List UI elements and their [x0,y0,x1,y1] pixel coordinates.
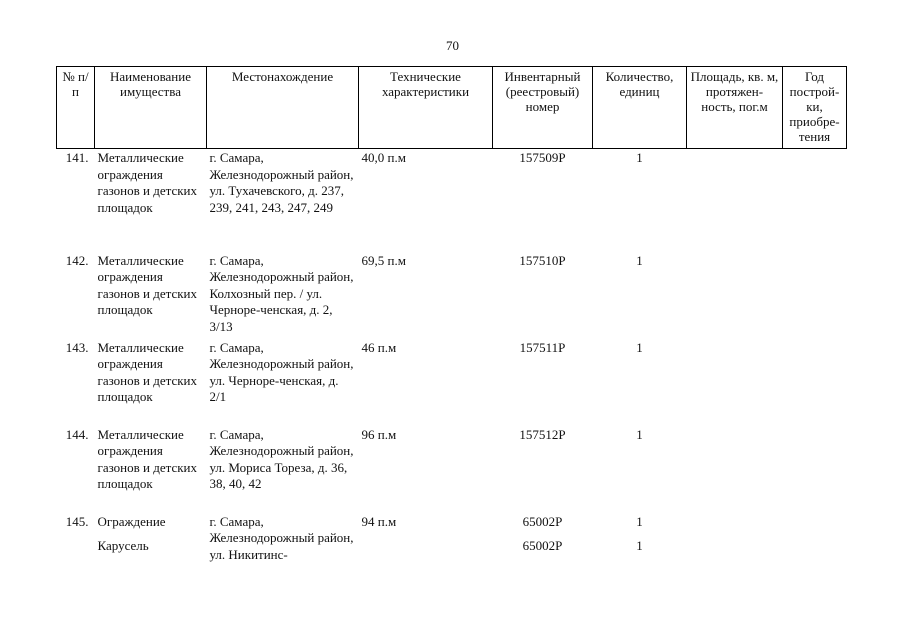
row-inventory [493,514,593,574]
row-number: 142. [65,252,89,268]
row-quantity [593,514,687,574]
row-inventory-secondary: 65002Р [522,538,563,553]
row-inventory: 157511Р [519,339,566,355]
header-location: Местонахождение [207,67,359,149]
property-table [56,66,847,574]
row-quantity-primary: 1 [636,513,643,529]
row-quantity-secondary: 1 [636,538,643,553]
row-name: Металлические ограждения газонов и детских площадок [97,339,197,404]
row-location: г. Самара, Железнодорожный район, Колхозный пер. / ул. Черноре-ченская, д. 2, 3/13 [209,252,354,334]
row-year [783,149,847,253]
row-number: 145. [65,513,89,529]
table-row [57,340,847,427]
row-year [783,340,847,427]
row-number: 143. [65,339,89,355]
row-area [687,149,783,253]
header-number: № п/п [57,67,95,149]
row-area [687,253,783,340]
row-name-secondary: Карусель [97,538,149,553]
row-area [687,427,783,514]
row-tech: 46 п.м [361,339,397,355]
row-quantity: 1 [636,252,643,268]
row-location: г. Самара, Железнодорожный район, ул. Мориса Тореза, д. 36, 38, 40, 42 [209,426,354,491]
row-year [783,427,847,514]
row-tech: 40,0 п.м [361,150,406,165]
row-name-primary: Ограждение [97,513,166,529]
row-tech: 96 п.м [361,426,397,442]
row-year [783,253,847,340]
row-tech: 69,5 п.м [361,252,406,268]
row-quantity: 1 [636,150,643,165]
row-area [687,514,783,574]
header-name: Наименование имущества [95,67,207,149]
table-header-row [57,67,847,149]
table-row [57,253,847,340]
row-name: Металлические ограждения газонов и детских площадок [97,150,197,215]
header-tech: Технические характеристики [359,67,493,149]
header-year: Год построй-ки, приобре-тения [783,67,847,149]
row-location: г. Самара, Железнодорожный район, ул. Черноре-ченская, д. 2/1 [209,339,354,404]
table-row [57,149,847,253]
row-name [95,514,207,574]
table-row [57,427,847,514]
row-location: г. Самара, Железнодорожный район, ул. Никитинс- [209,513,354,562]
row-number: 144. [65,426,89,442]
row-inventory: 157510Р [519,252,566,268]
row-year [783,514,847,574]
row-area [687,340,783,427]
row-location [207,149,359,253]
row-quantity: 1 [636,339,643,355]
table-row [57,514,847,574]
row-tech: 94 п.м [361,513,397,529]
row-inventory-primary: 65002Р [522,513,563,529]
header-inventory: Инвентарный (реестровый) номер [493,67,593,149]
row-inventory: 157512Р [519,426,566,442]
row-inventory: 157509Р [519,150,566,165]
row-name: Металлические ограждения газонов и детских площадок [97,252,197,317]
header-quantity: Количество, единиц [593,67,687,149]
row-name: Металлические ограждения газонов и детских площадок [97,426,197,491]
page-number: 70 [446,38,459,53]
row-location-text: г. Самара, Железнодорожный район, ул. Тухачевского, д. 237, 239, 241, 243, 247, 249 [209,150,354,215]
header-area: Площадь, кв. м, протяжен-ность, пог.м [687,67,783,149]
property-table-container [56,66,846,574]
row-quantity: 1 [636,426,643,442]
row-number: 141. [65,150,89,165]
